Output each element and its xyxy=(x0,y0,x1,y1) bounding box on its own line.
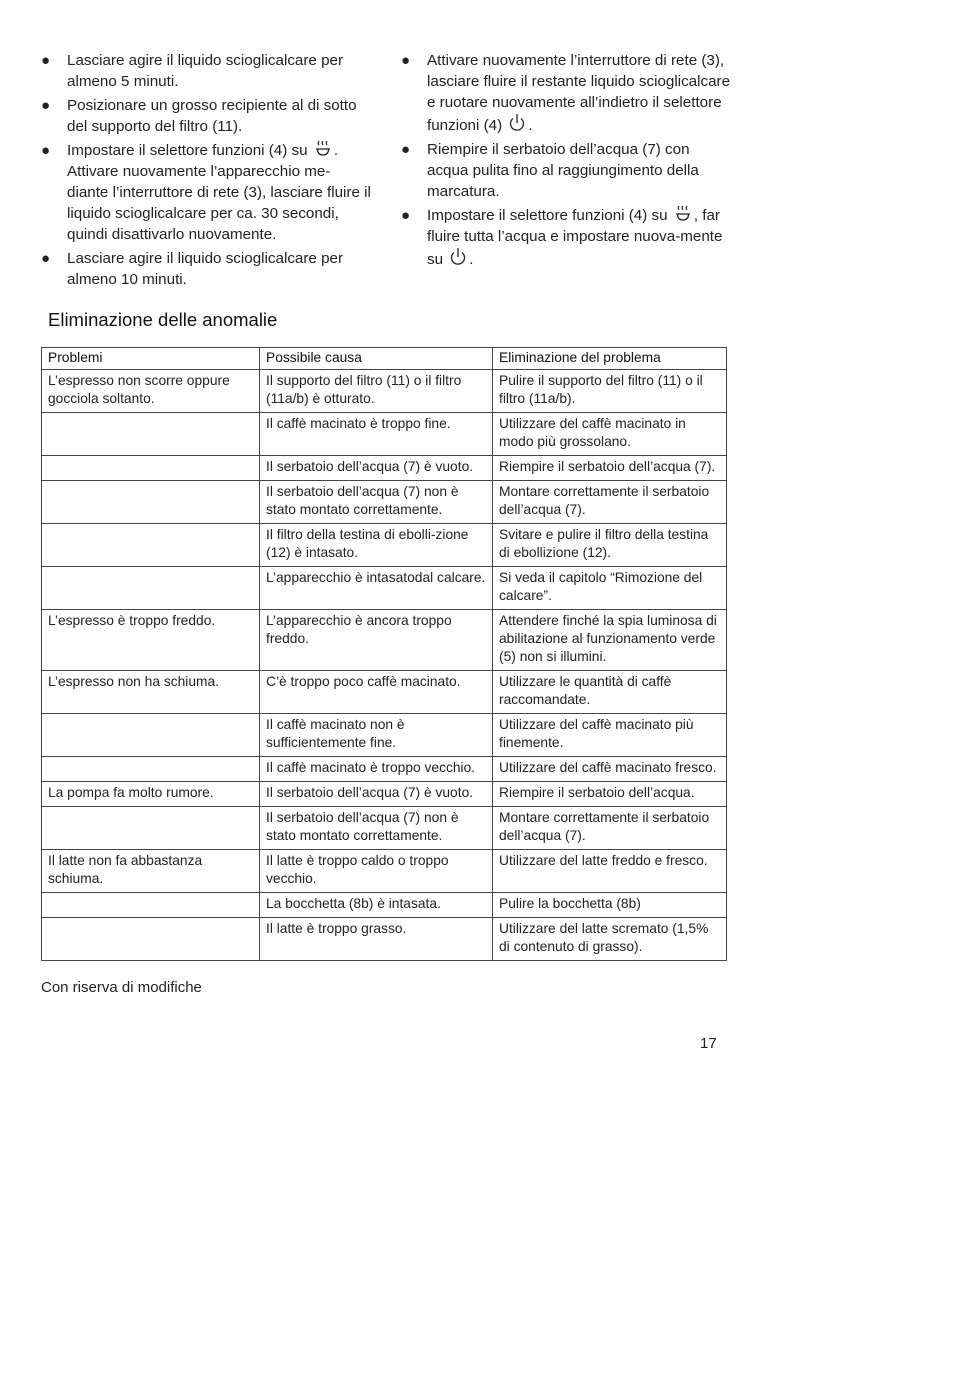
bullet-icon: ● xyxy=(401,141,411,158)
problem-cell xyxy=(42,524,260,567)
cause-cell: La bocchetta (8b) è intasata. xyxy=(260,893,493,918)
table-row xyxy=(42,807,727,850)
table-row xyxy=(42,456,727,481)
problem-cell: La pompa fa molto rumore. xyxy=(42,782,260,807)
list-item-text: , far fluire tutta l’acqua e impostare nuova-mente su xyxy=(427,207,723,268)
table-row xyxy=(42,850,727,893)
list-item-text: Riempire il serbatoio dell’acqua (7) con acqua pulita fino al raggiungimento della marcatura. xyxy=(427,141,699,200)
table-row xyxy=(42,782,727,807)
column-header: Possibile causa xyxy=(260,348,493,370)
column-header: Problemi xyxy=(42,348,260,370)
list-item-text: . xyxy=(528,117,533,134)
problem-cell xyxy=(42,456,260,481)
problem-cell xyxy=(42,567,260,610)
solution-cell: Pulire la bocchetta (8b) xyxy=(493,893,727,918)
steam-icon xyxy=(314,140,332,158)
problem-cell: L’espresso non ha schiuma. xyxy=(42,671,260,714)
table-row xyxy=(42,413,727,456)
bullet-icon: ● xyxy=(41,142,51,159)
bullet-icon: ● xyxy=(41,52,51,69)
troubleshooting-table xyxy=(41,347,727,961)
solution-cell: Si veda il capitolo “Rimozione del calcare”. xyxy=(493,567,727,610)
solution-cell: Montare correttamente il serbatoio dell’acqua (7). xyxy=(493,481,727,524)
solution-cell: Riempire il serbatoio dell’acqua. xyxy=(493,782,727,807)
solution-cell: Utilizzare del caffè macinato più finemente. xyxy=(493,714,727,757)
cause-cell: Il serbatoio dell’acqua (7) è vuoto. xyxy=(260,782,493,807)
solution-cell: Pulire il supporto del filtro (11) o il filtro (11a/b). xyxy=(493,370,727,413)
cause-cell: L’apparecchio è intasatodal calcare. xyxy=(260,567,493,610)
column-header: Eliminazione del problema xyxy=(493,348,727,370)
problem-cell xyxy=(42,714,260,757)
cause-cell: Il serbatoio dell’acqua (7) non è stato montato correttamente. xyxy=(260,481,493,524)
cause-cell: Il caffè macinato è troppo fine. xyxy=(260,413,493,456)
cause-cell: Il caffè macinato non è sufficientemente fine. xyxy=(260,714,493,757)
solution-cell: Utilizzare del latte scremato (1,5% di contenuto di grasso). xyxy=(493,918,727,961)
list-item xyxy=(41,95,371,137)
cause-cell: Il latte è troppo grasso. xyxy=(260,918,493,961)
problem-cell: L’espresso è troppo freddo. xyxy=(42,610,260,671)
list-item-text: Lasciare agire il liquido scioglicalcare per almeno 5 minuti. xyxy=(67,52,344,90)
bullet-icon: ● xyxy=(41,250,51,267)
solution-cell: Utilizzare le quantità di caffè raccomandate. xyxy=(493,671,727,714)
table-row xyxy=(42,481,727,524)
table-row xyxy=(42,370,727,413)
table-row xyxy=(42,918,727,961)
solution-cell: Utilizzare del caffè macinato fresco. xyxy=(493,757,727,782)
bullet-icon: ● xyxy=(401,52,411,69)
table-header-row xyxy=(42,348,727,370)
cause-cell: Il serbatoio dell’acqua (7) è vuoto. xyxy=(260,456,493,481)
table-body xyxy=(42,370,727,961)
list-item xyxy=(41,50,371,92)
problem-cell xyxy=(42,413,260,456)
list-item-text: Attivare nuovamente l’interruttore di rete (3), lasciare fluire il restante liquido scioglicalcare e ruotare nuovamente all’indietro il selettore funzioni (4) xyxy=(427,52,731,134)
cause-cell: Il latte è troppo caldo o troppo vecchio. xyxy=(260,850,493,893)
page-number: 17 xyxy=(700,1035,717,1052)
solution-cell: Utilizzare del caffè macinato in modo più grossolano. xyxy=(493,413,727,456)
list-item-text: Impostare il selettore funzioni (4) su xyxy=(67,142,308,159)
table-row xyxy=(42,671,727,714)
list-item xyxy=(401,139,731,202)
list-item xyxy=(401,50,731,136)
list-item-text: . xyxy=(469,251,474,268)
power-icon xyxy=(508,113,526,133)
table-row xyxy=(42,757,727,782)
cause-cell: Il serbatoio dell’acqua (7) non è stato montato correttamente. xyxy=(260,807,493,850)
power-icon xyxy=(449,247,467,267)
right-instructions xyxy=(401,50,731,273)
problem-cell xyxy=(42,757,260,782)
list-item xyxy=(41,140,371,245)
section-title: Eliminazione delle anomalie xyxy=(48,309,278,330)
cause-cell: Il caffè macinato è troppo vecchio. xyxy=(260,757,493,782)
list-item xyxy=(401,205,731,270)
table-row xyxy=(42,524,727,567)
cause-cell: C’è troppo poco caffè macinato. xyxy=(260,671,493,714)
solution-cell: Svitare e pulire il filtro della testina di ebollizione (12). xyxy=(493,524,727,567)
problem-cell: Il latte non fa abbastanza schiuma. xyxy=(42,850,260,893)
problem-cell: L’espresso non scorre oppure gocciola soltanto. xyxy=(42,370,260,413)
steam-icon xyxy=(674,205,692,223)
cause-cell: Il filtro della testina di ebolli-zione (12) è intasato. xyxy=(260,524,493,567)
solution-cell: Riempire il serbatoio dell’acqua (7). xyxy=(493,456,727,481)
bullet-icon: ● xyxy=(401,207,411,224)
problem-cell xyxy=(42,893,260,918)
problem-cell xyxy=(42,807,260,850)
table-row xyxy=(42,893,727,918)
solution-cell: Attendere finché la spia luminosa di abilitazione al funzionamento verde (5) non si illumini. xyxy=(493,610,727,671)
list-item xyxy=(41,248,371,290)
table-row xyxy=(42,610,727,671)
problem-cell xyxy=(42,918,260,961)
cause-cell: L’apparecchio è ancora troppo freddo. xyxy=(260,610,493,671)
problem-cell xyxy=(42,481,260,524)
list-item-text: Posizionare un grosso recipiente al di sotto del supporto del filtro (11). xyxy=(67,97,357,135)
bullet-icon: ● xyxy=(41,97,51,114)
cause-cell: Il supporto del filtro (11) o il filtro (11a/b) è otturato. xyxy=(260,370,493,413)
list-item-text: Lasciare agire il liquido scioglicalcare per almeno 10 minuti. xyxy=(67,250,344,288)
list-item-text: Impostare il selettore funzioni (4) su xyxy=(427,207,668,224)
left-instructions xyxy=(41,50,371,293)
solution-cell: Montare correttamente il serbatoio dell’acqua (7). xyxy=(493,807,727,850)
table-row xyxy=(42,567,727,610)
solution-cell: Utilizzare del latte freddo e fresco. xyxy=(493,850,727,893)
footer-note: Con riserva di modifiche xyxy=(41,979,202,996)
list-item-text: . Attivare nuovamente l’apparecchio me-diante l’interruttore di rete (3), lasciare fluire il liquido scioglicalcare per ca. 30 secondi, quindi disattivarlo nuovamente. xyxy=(67,142,371,243)
table-row xyxy=(42,714,727,757)
